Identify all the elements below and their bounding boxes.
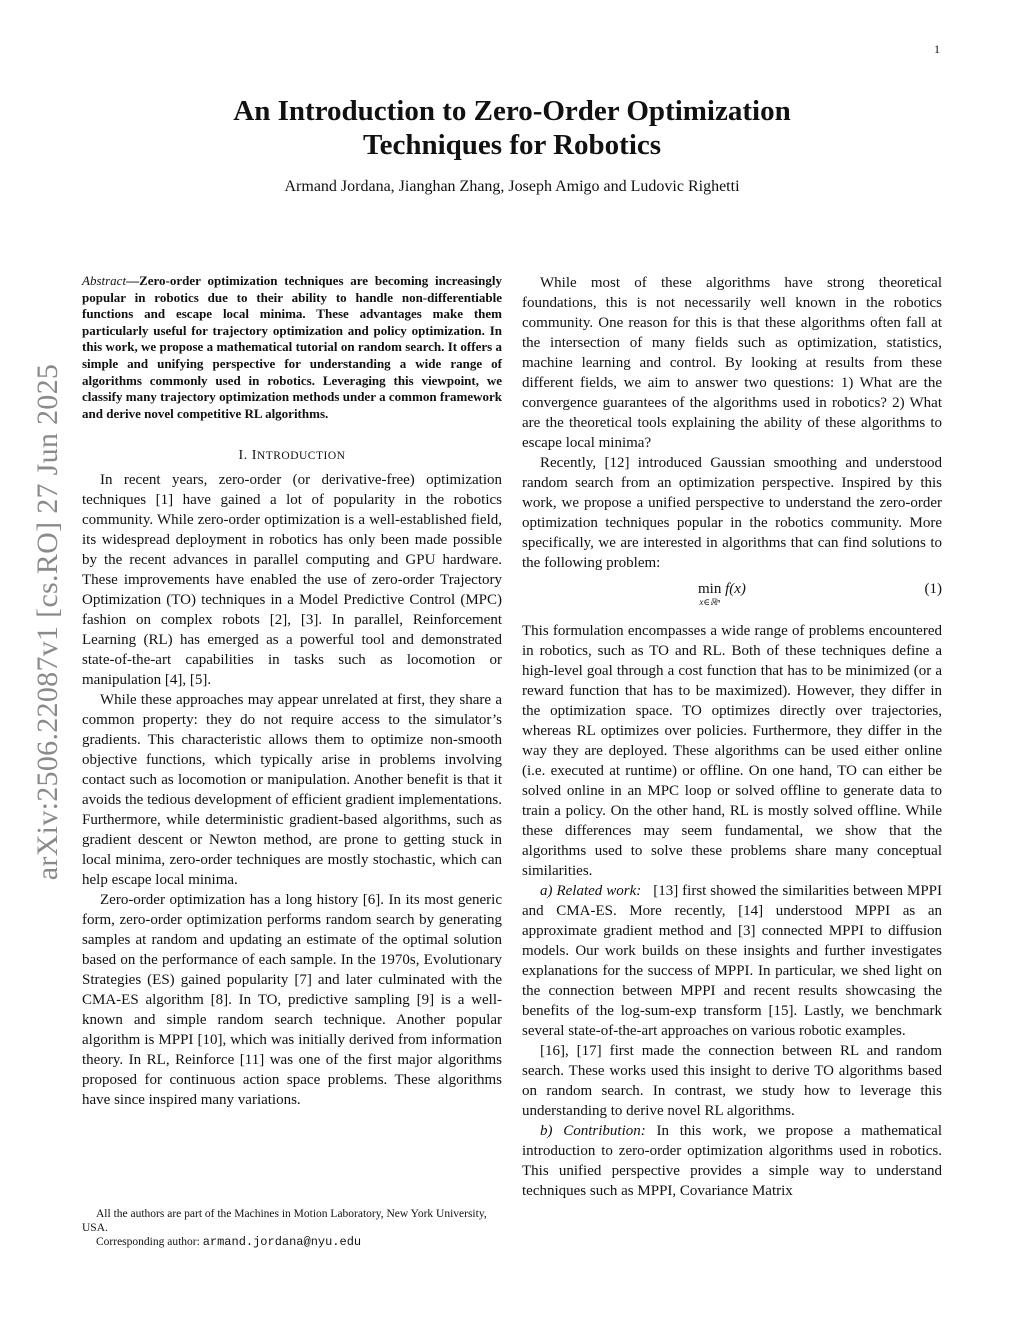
related-work-text: [13] first showed the similarities between MPPI and CMA-ES. More recently, [14] understood MPPI as an approximate gradient method and [3] connected MPPI to diffusion models. Our work builds on these insights and further investigates explanations for the success of MPPI. In particular, we shed light on the connection between MPPI and recent results showcasing the benefits of the log-sum-exp transform [15]. Lastly, we benchmark several state-of-the-art approaches on various robotic examples.: [522, 883, 943, 1039]
related-work-heading: a) Related work:: [540, 883, 642, 899]
contribution-heading: b) Contribution:: [540, 1123, 646, 1139]
title-line-1: An Introduction to Zero-Order Optimization: [233, 95, 791, 127]
abstract-label: Abstract: [82, 273, 127, 288]
equation-expression: [698, 581, 746, 607]
intro-paragraph-3: Zero-order optimization has a long history [6]. In its most generic form, zero-order optimization performs random search by generating samples at random and updating an estimate of the optimal solution based on the performance of each sample. In the 1970s, Evolutionary Strategies (ES) gained popularity [7] and later culminated with the CMA-ES algorithm [8]. In TO, predictive sampling [9] is a well-known and simple random search technique. Another popular algorithm is MPPI [10], which was initially derived from information theory. In RL, Reinforce [11] was one of the first major algorithms proposed for continuous action space problems. These algorithms have since inspired many variations.: [82, 892, 502, 1109]
abstract-dash: —: [126, 273, 140, 288]
left-column: [82, 273, 502, 1110]
footnote: [82, 1207, 502, 1249]
motivation-paragraph: While most of these algorithms have strong theoretical foundations, this is not necessarily well known in the robotics community. One reason for this is that these algorithms often fall at the intersection of many fields such as optimization, statistics, machine learning and control. By looking at results from these different fields, we aim to answer two questions: 1) What are the convergence guarantees of the algorithms used in robotics? 2) What are the theoretical tools explaining the ability of these algorithms to escape local minima?: [522, 275, 942, 451]
formulation-paragraph: This formulation encompasses a wide range of problems encountered in robotics, such as TO and RL. Both of these techniques define a high-level goal through a cost function that has to be minimized (or a reward function that has to be maximized). However, they differ in the optimization space. TO optimizes directly over trajectories, whereas RL optimizes over policies. Furthermore, they differ in the way they are deployed. These algorithms can be used either online (i.e. executed at runtime) or offline. On one hand, TO can either be solved online in an MPC loop or solved offline to generate data to train a policy. On the other hand, RL is mostly solved offline. While these differences may seem fundamental, we show that the algorithms used to solve these problems share many conceptual similarities.: [522, 623, 942, 879]
gaussian-smoothing-paragraph: Recently, [12] introduced Gaussian smoothing and understood random search from an optimization perspective. Inspired by this work, we propose a unified perspective to understand the zero-order optimization techniques popular in the robotics community. More specifically, we are interested in algorithms that can find solutions to the following problem:: [522, 455, 942, 571]
arxiv-identifier: arXiv:2506.22087v1 [cs.RO] 27 Jun 2025: [31, 363, 64, 881]
contribution-text: In this work, we propose a mathematical introduction to zero-order optimization algorithms used in robotics. This unified perspective provides a simple way to understand techniques such as MPPI, Covariance Matrix: [522, 1123, 942, 1199]
author-list: Armand Jordana, Jianghan Zhang, Joseph Amigo and Ludovic Righetti: [284, 178, 740, 195]
page-number: 1: [934, 42, 940, 56]
section-title-initial: I: [251, 448, 257, 464]
equation-number: (1): [924, 581, 942, 597]
author-email: armand.jordana@nyu.edu: [202, 1235, 362, 1249]
abstract-text: Zero-order optimization techniques are becoming increasingly popular in robotics due to their ability to handle non-differentiable functions and escape local minima. These advantages make them particularly useful for trajectory optimization and policy optimization. In this work, we propose a mathematical tutorial on random search. It offers a simple and unifying perspective for understanding a wide range of algorithms commonly used in robotics. Leveraging this viewpoint, we classify many trajectory optimization methods under a common framework and derive novel competitive RL algorithms.: [82, 273, 502, 421]
section-heading-introduction: [82, 448, 502, 464]
abstract: [82, 273, 502, 422]
intro-paragraph-2: While these approaches may appear unrelated at first, they share a common property: they do not require access to the simulator’s gradients. This characteristic allows them to optimize non-smooth objective functions, which typically arise in problems involving contact such as locomotion or manipulation. Another benefit is that it avoids the tedious development of efficient gradient implementations. Furthermore, while deterministic gradient-based algorithms, such as gradient descent or Newton method, are prone to getting stuck in local minima, zero-order techniques are mostly stochastic, which can help escape local minima.: [82, 692, 502, 889]
footnote-contact: [82, 1235, 502, 1249]
section-number: I.: [238, 448, 248, 464]
footnote-contact-label: Corresponding author:: [96, 1236, 203, 1248]
equation-1: [522, 577, 942, 617]
rl-connection-paragraph: [16], [17] first made the connection between RL and random search. These works used this insight to derive TO algorithms based on random search. In contrast, we study how to leverage this understanding to derive novel RL algorithms.: [522, 1043, 942, 1119]
title-line-2: Techniques for Robotics: [362, 129, 662, 161]
objective-function: f(x): [725, 581, 746, 597]
equation-min-operator: [698, 581, 721, 607]
paper-title: [0, 94, 1024, 162]
right-column: [522, 273, 942, 1201]
contribution-paragraph: [522, 1121, 942, 1201]
intro-paragraph-1: In recent years, zero-order (or derivative-free) optimization techniques [1] have gained a lot of popularity in the robotics community. While zero-order optimization is a well-established field, its widespread deployment in robotics has only been made possible by the recent advances in parallel computing and GPU hardware. These improvements have enabled the use of zero-order Trajectory Optimization (TO) techniques in a Model Predictive Control (MPC) fashion on complex robots [2], [3]. In parallel, Reinforcement Learning (RL) has emerged as a powerful tool and demonstrated state-of-the-art capabilities in tasks such as locomotion or manipulation [4], [5].: [82, 472, 502, 689]
min-subscript: x∈ℝⁿ: [699, 597, 720, 607]
footnote-affiliation: All the authors are part of the Machines in Motion Laboratory, New York University, USA.: [82, 1208, 487, 1234]
related-work-paragraph: [522, 881, 942, 1041]
section-title-rest: NTRODUCTION: [256, 450, 346, 463]
min-symbol: min: [698, 581, 722, 597]
